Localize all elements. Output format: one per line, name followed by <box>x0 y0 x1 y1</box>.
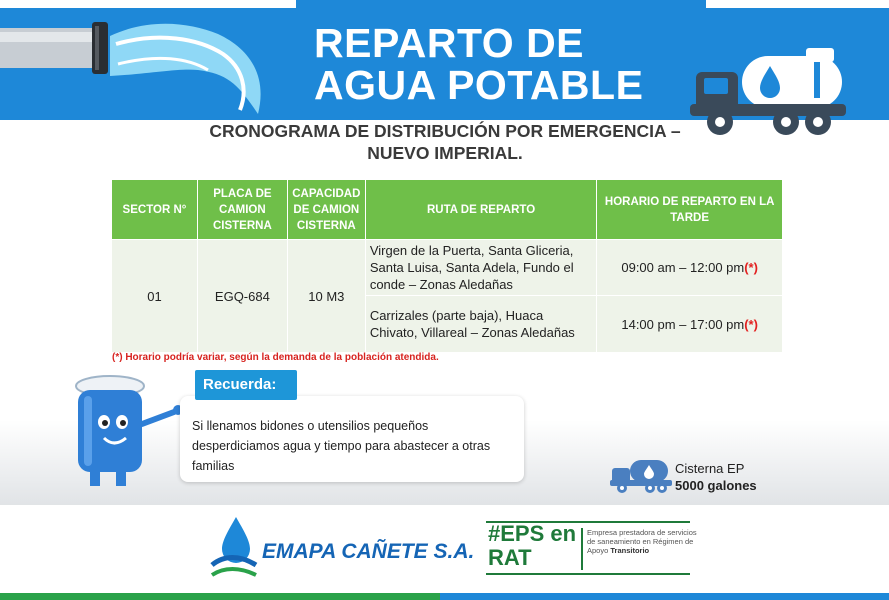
eps-description <box>587 528 697 555</box>
water-pipe-icon <box>0 22 110 74</box>
cell-ruta: Carrizales (parte baja), Huaca Chivato, Villareal – Zonas Aledañas <box>365 296 597 353</box>
water-drum-mascot-icon <box>70 372 190 490</box>
horario-mark: (*) <box>744 260 758 275</box>
cistern-truck-icon <box>610 458 672 494</box>
cell-horario <box>597 240 783 296</box>
emapa-brand: EMAPA CAÑETE S.A. <box>262 540 475 563</box>
recuerda-tag: Recuerda: <box>195 370 297 400</box>
table-header-row <box>112 180 783 240</box>
eps-title: #EPS en RAT <box>488 521 577 570</box>
footer-bar-blue <box>440 593 889 600</box>
title-line-1: REPARTO DE <box>314 20 585 66</box>
header-sector: SECTOR N° <box>112 180 198 240</box>
subtitle-line-2: NUEVO IMPERIAL. <box>367 143 523 163</box>
title-line-2: AGUA POTABLE <box>314 62 644 108</box>
header-capacidad: CAPACIDAD DE CAMION CISTERNA <box>287 180 365 240</box>
horario-text: 09:00 am – 12:00 pm <box>621 260 745 275</box>
table-row <box>112 240 783 296</box>
horario-text: 14:00 pm – 17:00 pm <box>621 316 745 332</box>
header-ruta: RUTA DE REPARTO <box>365 180 597 240</box>
emapa-logo-icon <box>210 515 258 585</box>
eps-desc-bold: Transitorio <box>610 546 650 555</box>
horario-mark: (*) <box>744 316 758 332</box>
cell-placa: EGQ-684 <box>197 240 287 353</box>
subtitle-line-1: CRONOGRAMA DE DISTRIBUCIÓN POR EMERGENCIA – <box>209 121 681 141</box>
recuerda-text: Si llenamos bidones o utensilios pequeños desperdiciamos agua y tiempo para abastecer a otras familias <box>192 419 491 473</box>
header-horario: HORARIO DE REPARTO EN LA TARDE <box>597 180 783 240</box>
cell-sector: 01 <box>112 240 198 353</box>
water-splash-icon <box>108 14 278 119</box>
cisterna-capacity: 5000 galones <box>675 478 757 493</box>
eps-desc-main: Empresa prestadora de servicios de saneamiento en Régimen de Apoyo <box>587 528 697 555</box>
cell-capacidad: 10 M3 <box>287 240 365 353</box>
footnote: (*) Horario podría variar, según la demanda de la población atendida. <box>112 352 439 363</box>
header-placa: PLACA DE CAMION CISTERNA <box>197 180 287 240</box>
page-title <box>314 22 643 106</box>
footer-bar-green <box>0 593 440 600</box>
subtitle <box>150 120 740 164</box>
cell-horario <box>597 296 783 353</box>
cisterna-label: Cisterna EP <box>675 461 745 476</box>
cell-ruta: Virgen de la Puerta, Santa Gliceria, Santa Luisa, Santa Adela, Fundo el conde – Zonas Aledañas <box>365 240 597 296</box>
schedule-table <box>111 179 783 353</box>
